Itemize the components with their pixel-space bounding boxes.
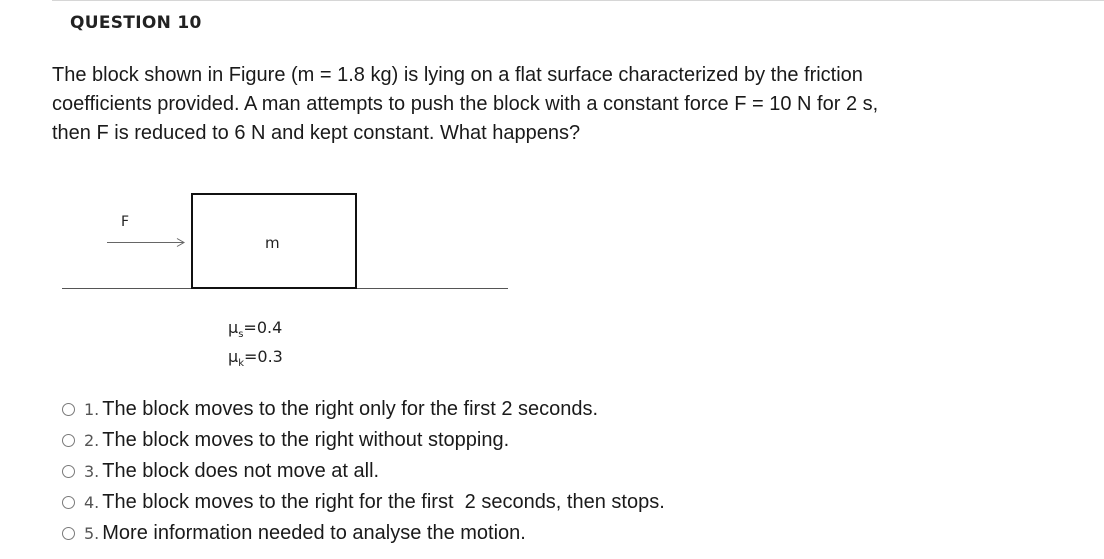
radio-button[interactable] <box>62 527 75 540</box>
answer-option-2[interactable] <box>62 425 665 456</box>
radio-button[interactable] <box>62 465 75 478</box>
mu-kinetic-label <box>228 347 283 369</box>
question-line-2: coefficients provided. A man attempts to push the block with a constant force F = 10 N for 2 s, <box>52 93 879 115</box>
option-number: 3. <box>84 462 100 481</box>
answer-option-4[interactable] <box>62 487 665 518</box>
option-text: The block moves to the right without stopping. <box>102 429 510 451</box>
radio-button[interactable] <box>62 496 75 509</box>
block-label: m <box>265 234 280 252</box>
force-arrow <box>107 239 184 247</box>
answer-option-3[interactable] <box>62 456 665 487</box>
force-label: F <box>121 214 130 230</box>
option-number: 1. <box>84 400 100 419</box>
radio-button[interactable] <box>62 434 75 447</box>
question-line-3: then F is reduced to 6 N and kept constant. What happens? <box>52 122 581 144</box>
radio-button[interactable] <box>62 403 75 416</box>
mu-kinetic-value: =0.3 <box>243 347 283 366</box>
option-text: The block moves to the right for the first 2 seconds, then stops. <box>102 491 665 513</box>
question-line-1: The block shown in Figure (m = 1.8 kg) is lying on a flat surface characterized by the friction <box>52 64 863 86</box>
mu-kinetic-subscript: k <box>238 358 244 369</box>
mu-kinetic-symbol: μ <box>228 347 239 366</box>
mu-static-symbol: μ <box>228 318 239 337</box>
option-text: The block moves to the right only for the first 2 seconds. <box>102 398 599 420</box>
mu-static-label <box>228 318 282 340</box>
option-number: 5. <box>84 524 100 543</box>
option-text: More information needed to analyse the motion. <box>102 522 526 544</box>
mu-static-value: =0.4 <box>243 318 283 337</box>
option-number: 4. <box>84 493 100 512</box>
answer-options <box>62 394 665 549</box>
option-text: The block does not move at all. <box>102 460 380 482</box>
option-number: 2. <box>84 431 100 450</box>
answer-option-1[interactable] <box>62 394 665 425</box>
answer-option-5[interactable] <box>62 518 665 549</box>
question-title: QUESTION 10 <box>70 13 202 33</box>
mu-static-subscript: s <box>238 329 244 340</box>
